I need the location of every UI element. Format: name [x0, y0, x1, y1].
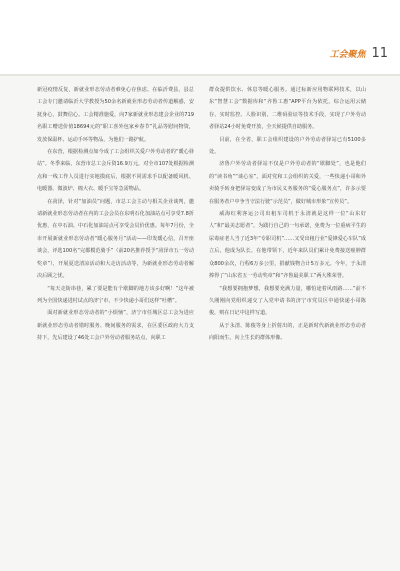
paragraph: 济鲁户外劳动者驿站不仅是户外劳动者的“歇脚处”，也是他们的“读书角”“谈心室”。面对党和工会组织的关爱，一些快递小哥和外卖骑手转身把驿站变成了为市民义务服务的“爱心服务点”，许多示要在服务者户中争当守法行驶“示范员”，做好城市形象“宣传员”。 — [209, 161, 366, 205]
paragraph: 在东营，根据检测点如今成了工会组织关爱户外劳动者的“暖心驿站”。冬季来临，东营市总工会斥资16.9万元，对全市107处根据检测点和一线工作人员进行实地摸底后，根据不同需求手以配备暖风机、电暖器、微波炉、棉大衣、暖手宝等急需物品。 — [37, 149, 194, 193]
paragraph: “每天走街串巷，累了要是能有个歇脚的地方该多好啊！”这年被列为全国快递进村试点的济宁市，不少快递小哥们这样“吐槽”。 — [37, 285, 194, 304]
left-column — [37, 84, 194, 345]
paragraph: 威海红利客运公司出租车司机于永清就是这样一位“山东好人”和“最美志愿者”。为践行自己的一句承诺，免费为一位重病平生的尿毒症老人当了近3年“专职司机”……又受出租行业“爱锋爱心车队”成立后，他成为队长。在他带领下，近年来队员们累计免费接送癌肿群众800余次，行程6万多公里，捐献钱物合计5万多元。今年，于永清捧得了“山东省五一劳动奖章”和“齐鲁最美职工”两大殊荣誉。 — [209, 211, 366, 280]
page-number: 11 — [371, 45, 388, 61]
paragraph: 在菏泽，针对“加油员”问题，市总工会主动与相关企业谈判，邀请新就业形态劳动者在内的工会会员在东明石化加油站点可享受7.8折优惠，在中石油、中石化加油站点可享受会员价优惠。每年7月份，全市开展新就业形态劳动者“暖心服务月”活动——印发暖心信，召开座谈会，评选100名“完都模范骑手”（前20名推荐授予“菏泽市五一劳动奖章”），开展夏送清凉活动和大走访活动等，为新就业形态劳动者解决后顾之忧。 — [37, 198, 194, 280]
right-column — [209, 84, 366, 345]
paragraph: 群众提供饮水、休息等暖心服务。通过标新应用物联网技术，以山东“智慧工会”数据库和“齐鲁工惠”APP平台为依托，综合运用云储存、实时监控、人脸识别、二维码验证等技术手段，实现了户外劳动者驿站24小时免费开放，全天候提供自助服务。 — [209, 87, 366, 131]
header-divider — [0, 74, 400, 76]
paragraph: 新冠疫情反复，新就业形态劳动者难免心存焦虑。在临沂费县，县总工会专门邀请临沂大学教授为50余名新就业形态劳动者传道解惑，安抚身心，鼓舞信心。工会精准施爱，向7家新就业形态建会企业的719名职工赠送价值18694元的“职工喜外包家乡春节”礼品等慰问物资，发放保温杯、运动手环等物品，为他们一路护航。 — [37, 87, 194, 143]
paragraph: 目前，在全省，职工会组织建设的户外劳动者驿站已有5100多处。 — [209, 136, 366, 156]
paragraph: 从于永清、陈俊等身上折射出的，正是新时代新就业形态劳动者向阳而生、向上生长的群体形像。 — [209, 322, 366, 342]
paragraph: 面对新就业形态劳动者的“小烦恼”，济宁市任城区总工会为进应新就业形态劳动者错时服务、晚间服务的需求，在区委区政府大力支持下，先后建设了46处工会户外劳动者服务站点，向职工 — [37, 310, 194, 342]
page-header — [329, 45, 388, 61]
section-name: 工会聚焦 — [329, 49, 366, 60]
top-band — [0, 0, 400, 76]
paragraph: “我想要拥抱梦想，我想要充满力量，哪怕途着风雨路……”前不久刚刚向党组织递交了入党申请书的济宁市党员区中通快递小哥陈俊，则在日记中这样写道。 — [209, 285, 366, 317]
